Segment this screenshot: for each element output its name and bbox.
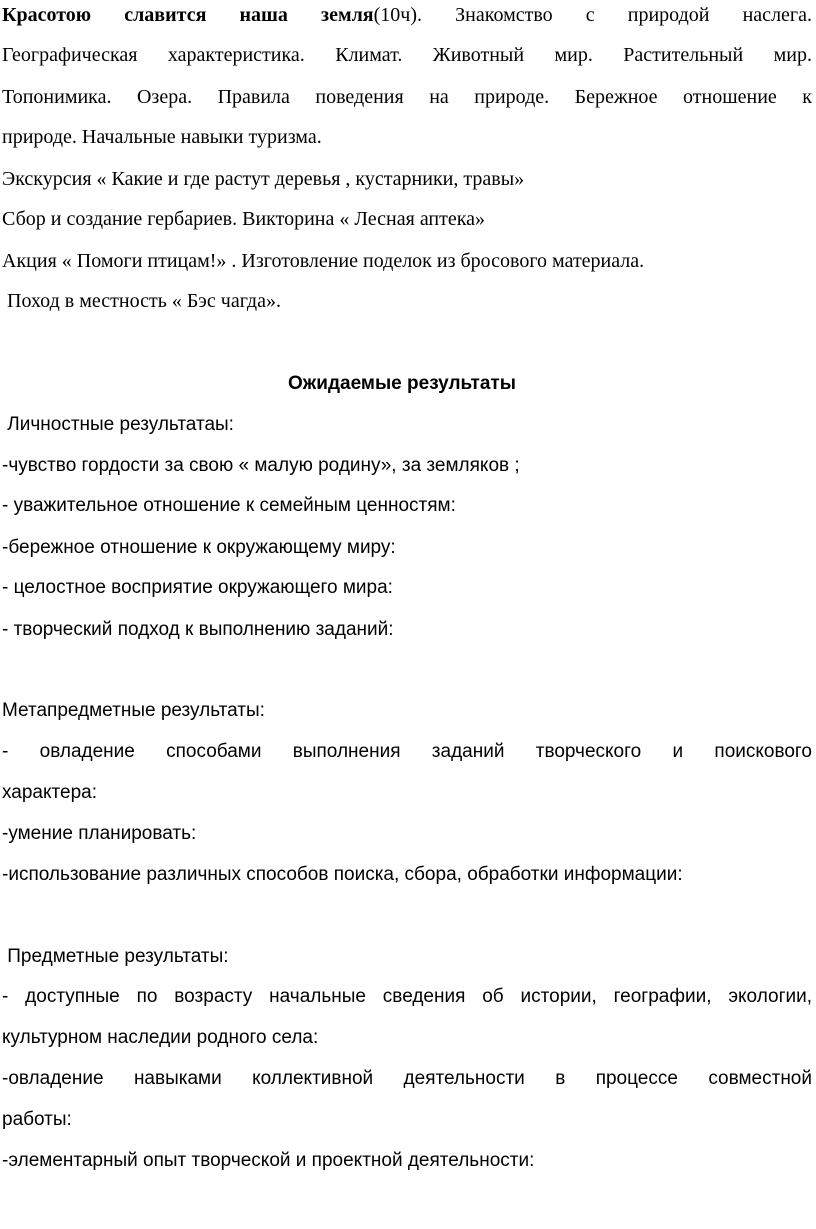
intro-line-2: Географическая характеристика. Климат. Животный мир. Растительный мир.: [2, 44, 812, 66]
personal-result-item: - уважительное отношение к семейным ценностям:: [2, 495, 456, 516]
section-title: Красотою славится наша земля: [2, 4, 374, 26]
personal-result-item: - творческий подход к выполнению заданий:: [2, 619, 394, 640]
meta-results-title: Метапредметные результаты:: [2, 700, 265, 721]
personal-result-item: - целостное восприятие окружающего мира:: [2, 577, 393, 598]
subject-results-title: Предметные результаты:: [2, 946, 229, 967]
subject-result-item-1-line-1: - доступные по возрасту начальные сведения об истории, географии, экологии,: [2, 986, 812, 1007]
subject-result-item-2-line-1: -овладение навыками коллективной деятельности в процессе совместной: [2, 1068, 812, 1089]
meta-result-item-1-line-2: характера:: [2, 782, 97, 803]
intro-line-1: [2, 4, 812, 27]
subject-result-item-1-line-2: культурном наследии родного села:: [2, 1027, 319, 1048]
meta-result-item-2: -умение планировать:: [2, 823, 197, 844]
personal-result-item: -чувство гордости за свою « малую родину», за земляков ;: [2, 455, 520, 476]
results-heading: Ожидаемые результаты: [288, 373, 516, 394]
intro-line-5: Экскурсия « Какие и где растут деревья , кустарники, травы»: [2, 168, 525, 190]
meta-result-item-1-line-1: - овладение способами выполнения заданий творческого и поискового: [2, 741, 812, 762]
personal-results-title: Личностные результатаы:: [2, 414, 234, 435]
subject-result-item-3: -элементарный опыт творческой и проектной деятельности:: [2, 1150, 535, 1171]
personal-result-item: -бережное отношение к окружающему миру:: [2, 537, 396, 558]
intro-line-3: Топонимика. Озера. Правила поведения на природе. Бережное отношение к: [2, 86, 812, 108]
intro-line-6: Сбор и создание гербариев. Викторина « Лесная аптека»: [2, 208, 486, 230]
intro-line-8: Поход в местность « Бэс чагда».: [2, 290, 281, 312]
intro-line-1-rest: (10ч). Знакомство с природой наслега.: [373, 4, 812, 26]
intro-line-4: природе. Начальные навыки туризма.: [2, 126, 322, 148]
meta-result-item-3: -использование различных способов поиска, сбора, обработки информации:: [2, 864, 683, 885]
intro-line-7: Акция « Помоги птицам!» . Изготовление поделок из бросового материала.: [2, 250, 645, 272]
subject-result-item-2-line-2: работы:: [2, 1109, 72, 1130]
